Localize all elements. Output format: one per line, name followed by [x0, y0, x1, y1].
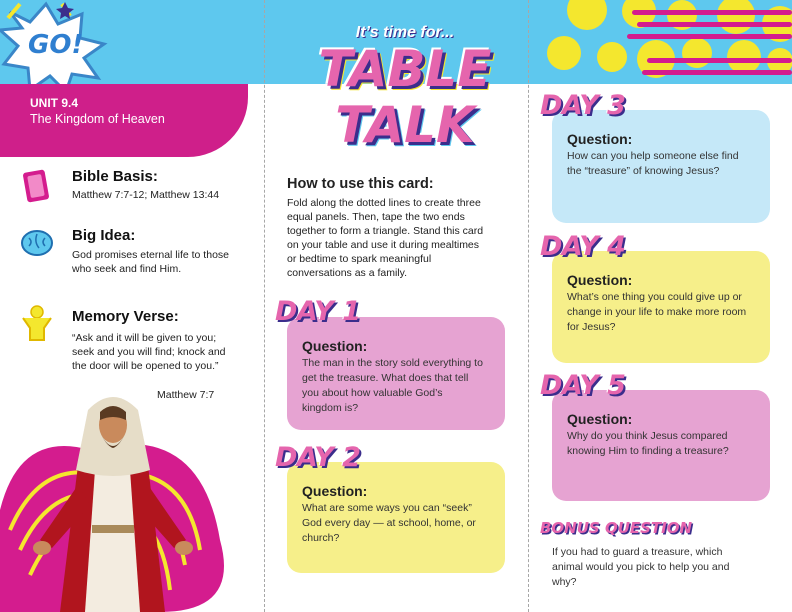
- brain-icon: [20, 228, 54, 258]
- jesus-illustration: [0, 390, 240, 612]
- day-4-line-2: change in your life to make more room: [567, 306, 747, 318]
- big-idea-line-2: who seek and find Him.: [72, 263, 182, 275]
- day-2-title: DAY 2: [275, 442, 361, 473]
- day-4-line-1: What’s one thing you could give up or: [567, 291, 742, 303]
- memory-verse-icon: [20, 304, 54, 344]
- day-3-line-2: the “treasure” of knowing Jesus?: [567, 165, 720, 177]
- memory-verse-line-1: “Ask and it will be given to you;: [72, 332, 217, 344]
- title-line-2: TALK: [335, 96, 475, 154]
- bible-basis-text: Matthew 7:7-12; Matthew 13:44: [72, 189, 220, 201]
- memory-verse-heading: Memory Verse:: [72, 308, 179, 325]
- day-1-line-4: kingdom is?: [302, 402, 359, 414]
- day-5-line-2: knowing Him to finding a treasure?: [567, 445, 729, 457]
- fold-line-left: [264, 0, 265, 612]
- day-4-question-label: Question:: [567, 272, 633, 288]
- how-to-line-5: or bedtime to spark meaningful: [287, 253, 432, 265]
- day-4-title: DAY 4: [540, 231, 626, 262]
- header-kicker: It’s time for...: [355, 24, 455, 41]
- day-3-title: DAY 3: [540, 90, 626, 121]
- bible-basis-heading: Bible Basis:: [72, 168, 158, 185]
- day-2-line-1: What are some ways you can “seek”: [302, 502, 472, 514]
- title-line-1: TABLE: [318, 40, 492, 98]
- memory-verse-line-2: seek and you will find; knock and: [72, 346, 226, 358]
- how-to-line-1: Fold along the dotted lines to create three: [287, 197, 481, 209]
- memory-verse-line-3: the door will be opened to you.”: [72, 360, 219, 372]
- day-1-question-label: Question:: [302, 338, 368, 354]
- day-5-title: DAY 5: [540, 370, 626, 401]
- how-to-line-6: conversations as a family.: [287, 267, 408, 279]
- day-5-line-1: Why do you think Jesus compared: [567, 430, 728, 442]
- bonus-line-1: If you had to guard a treasure, which: [552, 546, 723, 558]
- day-2-line-2: God every day — at school, home, or: [302, 517, 476, 529]
- how-to-line-2: equal panels. Then, tape the two ends: [287, 211, 465, 223]
- day-3-question-label: Question:: [567, 131, 633, 147]
- how-to-heading: How to use this card:: [287, 176, 434, 192]
- how-to-line-4: on your table and use it during mealtimes: [287, 239, 480, 251]
- day-2-question-label: Question:: [302, 483, 368, 499]
- day-2-line-3: church?: [302, 532, 340, 544]
- bonus-line-3: why?: [552, 576, 577, 588]
- unit-label: UNIT 9.4: [30, 96, 79, 110]
- big-idea-line-1: God promises eternal life to those: [72, 249, 229, 261]
- bonus-line-2: animal would you pick to help you and: [552, 561, 730, 573]
- big-idea-heading: Big Idea:: [72, 227, 136, 244]
- decorative-dots: [527, 0, 792, 84]
- day-1-line-2: get the treasure. What does that tell: [302, 372, 469, 384]
- bonus-title: BONUS QUESTION: [540, 519, 693, 537]
- day-5-question-label: Question:: [567, 411, 633, 427]
- memory-verse-reference: Matthew 7:7: [157, 389, 215, 401]
- day-4-line-3: for Jesus?: [567, 321, 616, 333]
- how-to-line-3: together to form a triangle. Stand this card: [287, 225, 484, 237]
- logo-text: GO!: [28, 30, 84, 60]
- unit-title: The Kingdom of Heaven: [30, 112, 165, 126]
- day-1-line-3: you about how valuable God’s: [302, 387, 443, 399]
- day-3-line-1: How can you help someone else find: [567, 150, 739, 162]
- fold-line-right: [528, 0, 529, 612]
- bible-icon: [22, 168, 50, 204]
- day-1-line-1: The man in the story sold everything to: [302, 357, 483, 369]
- day-1-title: DAY 1: [275, 296, 361, 327]
